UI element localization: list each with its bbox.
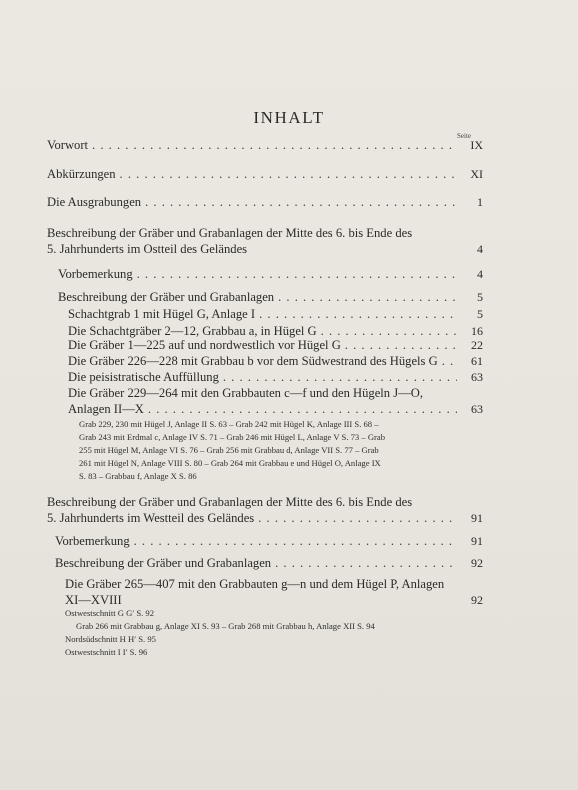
toc-subentry-line: Grab 243 mit Erdmal c, Anlage IV S. 71 – Grab 246 mit Hügel L, Anlage V S. 73 – Grab bbox=[79, 432, 385, 442]
leader-dots bbox=[442, 353, 457, 369]
toc-entry-text-line2: XI—XVIII bbox=[65, 593, 122, 607]
toc-subentry-line: 261 mit Hügel N, Anlage VIII S. 80 – Grab 264 mit Grabbau e und Hügel O, Anlage IX bbox=[79, 458, 381, 468]
toc-subentry-line: Nordsüdschnitt H H′ S. 95 bbox=[65, 634, 156, 644]
toc-entry-text-line1: Beschreibung der Gräber und Grabanlagen der Mitte des 6. bis Ende des bbox=[47, 495, 413, 509]
toc-entry-text: Beschreibung der Gräber und Grabanlagen bbox=[55, 556, 272, 570]
toc-entry-text-line1: Beschreibung der Gräber und Grabanlagen der Mitte des 6. bis Ende des bbox=[47, 226, 413, 240]
toc-subentries-2 bbox=[65, 607, 375, 659]
toc-page-number: 92 bbox=[471, 556, 483, 570]
toc-subentry-line: Grab 266 mit Grabbau g, Anlage XI S. 93 – Grab 268 mit Grabbau h, Anlage XII S. 94 bbox=[76, 621, 375, 631]
toc-entry-text-line1: Die Gräber 229—264 mit den Grabbauten c—f und den Hügeln J—O, bbox=[68, 386, 423, 400]
toc-page-number: 4 bbox=[477, 242, 483, 256]
toc-page-number: 5 bbox=[477, 307, 483, 321]
page-title: INHALT bbox=[253, 108, 325, 127]
leader-dots bbox=[92, 137, 457, 153]
toc-entry-text-line2: 5. Jahrhunderts im Westteil des Geländes bbox=[47, 511, 255, 525]
toc-page-number: 4 bbox=[477, 267, 483, 281]
leader-dots bbox=[134, 533, 457, 549]
leader-dots bbox=[275, 555, 457, 571]
toc-entry-vorwort[interactable] bbox=[47, 137, 483, 153]
toc-entry-text-line2: Anlagen II—X bbox=[68, 402, 144, 416]
leader-dots bbox=[120, 166, 457, 182]
toc-subentries-1 bbox=[79, 418, 385, 483]
toc-page-number: 91 bbox=[471, 534, 483, 548]
toc-entry-beschreibung-west[interactable] bbox=[55, 555, 483, 571]
leader-dots bbox=[345, 337, 457, 353]
toc-entry-text: Die Gräber 1—225 auf und nordwestlich vor Hügel G bbox=[68, 338, 341, 352]
toc-page-number: IX bbox=[470, 138, 483, 152]
toc-entry-text: Vorbemerkung bbox=[58, 267, 133, 281]
toc-page-number: 61 bbox=[471, 354, 483, 368]
toc-page-number: 63 bbox=[471, 370, 483, 384]
toc-page-number: 92 bbox=[471, 593, 483, 607]
toc-page-number: 16 bbox=[471, 324, 483, 338]
leader-dots bbox=[259, 306, 457, 322]
leader-dots bbox=[145, 194, 457, 210]
toc-entry-text: Vorbemerkung bbox=[55, 534, 130, 548]
toc-entry-text: Die Ausgrabungen bbox=[47, 195, 142, 209]
toc-entry-graeber-1-225[interactable] bbox=[68, 337, 483, 353]
toc-page-number: 1 bbox=[477, 195, 483, 209]
toc-page-number: XI bbox=[470, 167, 483, 181]
toc-entry-vorbemerkung-west[interactable] bbox=[55, 533, 483, 549]
toc-page-number: 63 bbox=[471, 402, 483, 416]
toc-entry-text-line1: Die Gräber 265—407 mit den Grabbauten g—n und dem Hügel P, Anlagen bbox=[65, 577, 445, 591]
toc-entry-text: Beschreibung der Gräber und Grabanlagen bbox=[58, 290, 275, 304]
leader-dots bbox=[258, 510, 457, 526]
toc-subentry-line: Ostwestschnitt I I′ S. 96 bbox=[65, 647, 148, 657]
leader-dots bbox=[148, 401, 457, 417]
toc-entry-text: Die Schachtgräber 2—12, Grabbau a, in Hügel G bbox=[68, 324, 317, 338]
toc-entry-text-line2: 5. Jahrhunderts im Ostteil des Geländes bbox=[47, 242, 248, 256]
toc-subentry-line: Grab 229, 230 mit Hügel J, Anlage II S. 63 – Grab 242 mit Hügel K, Anlage III S. 68 – bbox=[79, 419, 379, 429]
toc-entry-text: Die peisistratische Auffüllung bbox=[68, 370, 219, 384]
toc-page-number: 5 bbox=[477, 290, 483, 304]
toc-entry-text: Die Gräber 226—228 mit Grabbau b vor dem Südwestrand des Hügels G bbox=[68, 354, 438, 368]
toc-entry-westteil[interactable] bbox=[47, 494, 483, 526]
toc-entry-text: Vorwort bbox=[47, 138, 89, 152]
toc-entry-graeber-265-407[interactable] bbox=[65, 576, 483, 608]
toc-entry-graeber-229-264[interactable] bbox=[68, 385, 483, 417]
toc-entry-peisistratische-auffuellung[interactable] bbox=[68, 369, 483, 385]
toc-entry-beschreibung-ost[interactable] bbox=[58, 289, 483, 305]
toc-subentry-line: S. 83 – Grabbau f, Anlage X S. 86 bbox=[79, 471, 197, 481]
toc-entry-abkuerzungen[interactable] bbox=[47, 166, 483, 182]
toc-subentry-line: 255 mit Hügel M, Anlage VI S. 76 – Grab 256 mit Grabbau d, Anlage VII S. 77 – Grab bbox=[79, 445, 379, 455]
toc-entry-ostteil[interactable] bbox=[47, 225, 483, 257]
toc-page-number: 91 bbox=[471, 511, 483, 525]
leader-dots bbox=[137, 266, 457, 282]
toc-entry-ausgrabungen[interactable] bbox=[47, 194, 483, 210]
toc-entry-text: Schachtgrab 1 mit Hügel G, Anlage I bbox=[68, 307, 256, 321]
toc-entry-text: Abkürzungen bbox=[47, 167, 116, 181]
leader-dots bbox=[278, 289, 457, 305]
toc-page-number: 22 bbox=[471, 338, 483, 352]
page-column-label: Seite bbox=[457, 132, 471, 140]
leader-dots bbox=[223, 369, 457, 385]
toc-entry-schachtgrab-1[interactable] bbox=[68, 306, 483, 322]
toc-entry-vorbemerkung-ost[interactable] bbox=[58, 266, 483, 282]
toc-entry-graeber-226-228[interactable] bbox=[68, 353, 483, 369]
toc-subentry-line: Ostwestschnitt G G′ S. 92 bbox=[65, 608, 155, 618]
